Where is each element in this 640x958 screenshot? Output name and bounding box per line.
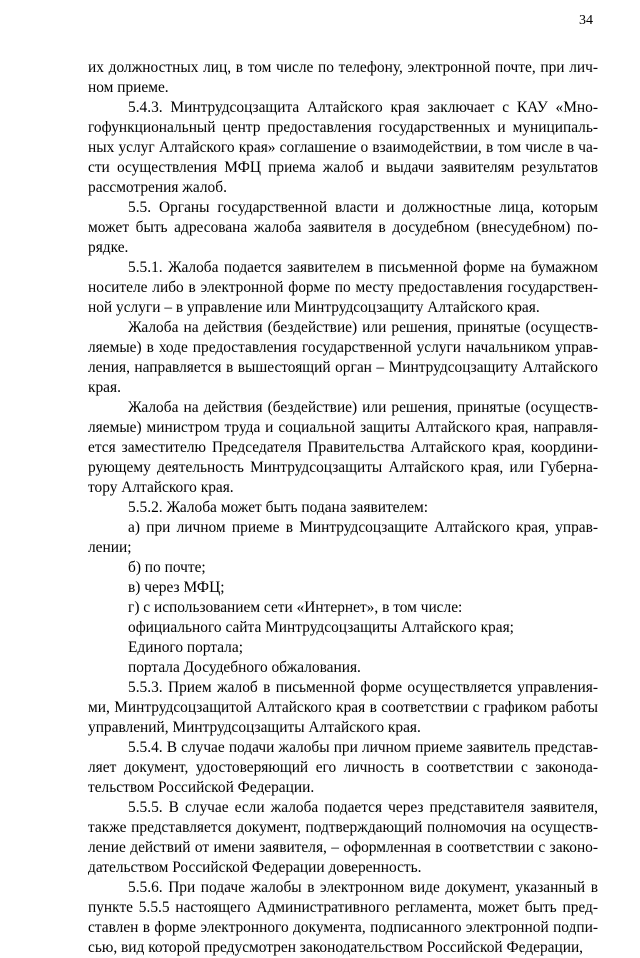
paragraph bbox=[88, 658, 598, 678]
text-line: ми, Минтрудсоцзащитой Алтайского края в соответствии с графиком работы bbox=[88, 699, 598, 716]
text-line: ление действий от имени заявителя, – оформленная в соответствии с законо- bbox=[88, 839, 598, 856]
text-line: 5.5.4. В случае подачи жалобы при личном приеме заявитель представ- bbox=[128, 739, 598, 756]
text-line: управлений, Минтрудсоцзащиты Алтайского края. bbox=[88, 719, 421, 736]
text-line: ном приеме. bbox=[88, 79, 169, 96]
text-line: гофункциональный центр предоставления государственных и муниципаль- bbox=[88, 119, 598, 136]
paragraph bbox=[88, 878, 598, 958]
paragraph bbox=[88, 98, 598, 198]
paragraph bbox=[88, 318, 598, 398]
text-line: рядке. bbox=[88, 239, 129, 256]
text-line: ных услуг Алтайского края» соглашение о взаимодействии, в том числе в ча- bbox=[88, 139, 598, 156]
paragraph bbox=[88, 258, 598, 318]
text-line: б) по почте; bbox=[128, 559, 206, 576]
text-line: пункте 5.5.5 настоящего Административного регламента, может быть пред- bbox=[88, 899, 598, 916]
text-line: лении; bbox=[88, 539, 132, 556]
document-body bbox=[88, 58, 598, 958]
text-line: рассмотрения жалоб. bbox=[88, 179, 227, 196]
text-line: ляемые) в ходе предоставления государственной услуги начальником управ- bbox=[88, 339, 598, 356]
paragraph bbox=[88, 198, 598, 258]
text-line: г) с использованием сети «Интернет», в том числе: bbox=[128, 599, 463, 616]
page-number: 34 bbox=[579, 13, 593, 28]
text-line: носителе либо в электронной форме по месту предоставления государствен- bbox=[88, 279, 598, 296]
text-line: 5.5.5. В случае если жалоба подается через представителя заявителя, bbox=[128, 799, 598, 816]
text-line: 5.4.3. Минтрудсоцзащита Алтайского края заключает с КАУ «Мно- bbox=[128, 99, 598, 116]
paragraph bbox=[88, 578, 598, 598]
text-line: рующему деятельность Минтрудсоцзащиты Алтайского края, или Губерна- bbox=[88, 459, 598, 476]
text-line: ется заместителю Председателя Правительства Алтайского края, координи- bbox=[88, 439, 598, 456]
text-line: ляемые) министром труда и социальной защиты Алтайского края, направля- bbox=[88, 419, 598, 436]
text-line: также представляется документ, подтверждающий полномочия на осуществ- bbox=[88, 819, 598, 836]
text-line: Жалоба на действия (бездействие) или решения, принятые (осуществ- bbox=[128, 399, 598, 416]
paragraph bbox=[88, 518, 598, 558]
text-line: сью, вид которой предусмотрен законодательством Российской Федерации, bbox=[88, 939, 584, 956]
paragraph bbox=[88, 738, 598, 798]
text-line: 5.5.6. При подаче жалобы в электронном виде документ, указанный в bbox=[128, 879, 598, 896]
paragraph bbox=[88, 558, 598, 578]
paragraph bbox=[88, 58, 598, 98]
text-line: портала Досудебного обжалования. bbox=[128, 659, 361, 676]
paragraph bbox=[88, 618, 598, 638]
text-line: дательством Российской Федерации доверенность. bbox=[88, 859, 422, 876]
text-line: 5.5. Органы государственной власти и должностные лица, которым bbox=[128, 199, 598, 216]
paragraph bbox=[88, 638, 598, 658]
paragraph bbox=[88, 678, 598, 738]
paragraph bbox=[88, 398, 598, 498]
paragraph bbox=[88, 798, 598, 878]
text-line: ставлен в форме электронного документа, подписанного электронной подпи- bbox=[88, 919, 598, 936]
text-line: 5.5.3. Прием жалоб в письменной форме осуществляется управления- bbox=[128, 679, 598, 696]
text-line: тору Алтайского края. bbox=[88, 479, 234, 496]
text-line: может быть адресована жалоба заявителя в досудебном (внесудебном) по- bbox=[88, 219, 598, 236]
text-line: ления, направляется в вышестоящий орган – Минтрудсоцзащиту Алтайского bbox=[88, 359, 598, 376]
paragraph bbox=[88, 598, 598, 618]
text-line: в) через МФЦ; bbox=[128, 579, 225, 596]
text-line: а) при личном приеме в Минтрудсоцзащите Алтайского края, управ- bbox=[128, 519, 598, 536]
paragraph bbox=[88, 498, 598, 518]
text-line: 5.5.2. Жалоба может быть подана заявителем: bbox=[128, 499, 429, 516]
text-line: сти осуществления МФЦ приема жалоб и выдачи заявителям результатов bbox=[88, 159, 598, 176]
text-line: официального сайта Минтрудсоцзащиты Алтайского края; bbox=[128, 619, 514, 636]
text-line: края. bbox=[88, 379, 121, 396]
text-line: тельством Российской Федерации. bbox=[88, 779, 315, 796]
text-line: Единого портала; bbox=[128, 639, 243, 656]
text-line: их должностных лиц, в том числе по телефону, электронной почте, при лич- bbox=[88, 59, 598, 76]
text-line: 5.5.1. Жалоба подается заявителем в письменной форме на бумажном bbox=[128, 259, 598, 276]
text-line: ляет документ, удостоверяющий его личность в соответствии с законода- bbox=[88, 759, 598, 776]
text-line: ной услуги – в управление или Минтрудсоцзащиту Алтайского края. bbox=[88, 299, 540, 316]
text-line: Жалоба на действия (бездействие) или решения, принятые (осуществ- bbox=[128, 319, 598, 336]
